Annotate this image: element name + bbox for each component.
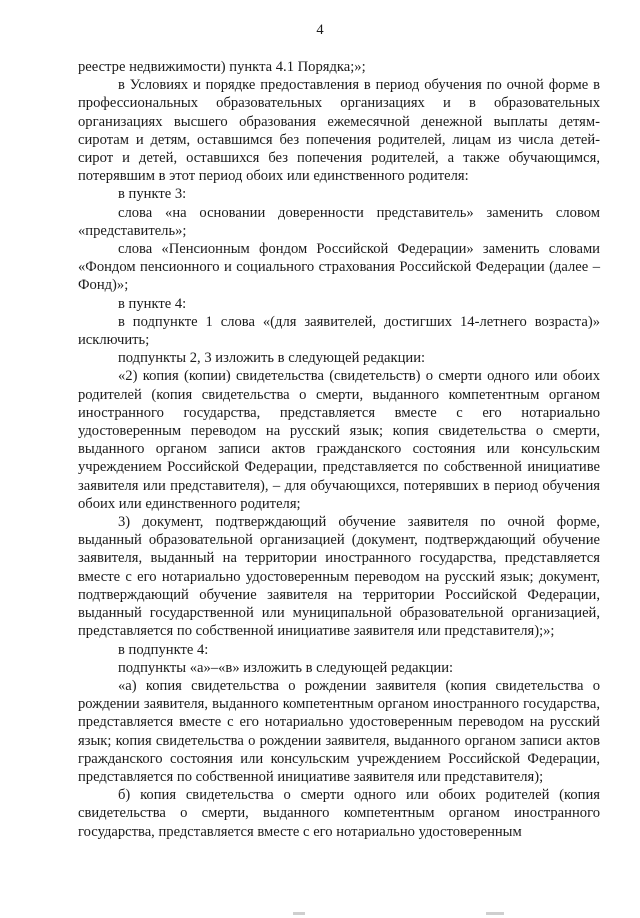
paragraph: «2) копия (копии) свидетельства (свидетельств) о смерти одного или обоих родителей (копия свидетельства о смерти, выданного компетентным органом иностранного государства, представляется вместе с его нотариально удостоверенным переводом на русский язык; копия свидетельства о смерти, выданного органом записи актов гражданского состояния или консульским учреждением Российской Федерации, представляется по собственной инициативе заявителя или представителя), – для обучающихся, потерявших в период обучения обоих или единственного родителя; bbox=[78, 368, 600, 512]
paragraph: реестре недвижимости) пункта 4.1 Порядка;»; bbox=[78, 59, 366, 75]
paragraph: подпункты «а»–«в» изложить в следующей редакции: bbox=[118, 659, 454, 676]
scan-speck bbox=[293, 912, 305, 915]
paragraph: «а) копия свидетельства о рождении заявителя (копия свидетельства о рождении заявителя, выданного компетентным органом иностранного государства, представляется вместе с его нотариально удостоверенным переводом на русский язык; копия свидетельства о рождении заявителя, выданного органом записи актов гражданского состояния или консульским учреждением Российской Федерации, представляется по собственной инициативе заявителя или представителя); bbox=[78, 677, 600, 785]
paragraph: подпункты 2, 3 изложить в следующей редакции: bbox=[118, 350, 426, 367]
paragraph: в пункте 4: bbox=[118, 295, 187, 312]
paragraph: в Условиях и порядке предоставления в период обучения по очной форме в профессиональных образовательных организациях и в образовательных организациях высшего образования ежемесячной денежной выплаты детям-сиротам и детям, оставшимся без попечения родителей, лицам из числа детей-сирот и детей, оставшихся без попечения родителей, а также обучающимся, потерявшим в этот период обоих или единственного родителя: bbox=[78, 77, 600, 185]
paragraph: в пункте 3: bbox=[118, 186, 187, 203]
paragraph: слова «на основании доверенности представитель» заменить словом «представитель»; bbox=[78, 204, 600, 239]
paragraph: в подпункте 1 слова «(для заявителей, достигших 14-летнего возраста)» исключить; bbox=[78, 313, 600, 349]
paragraph: в подпункте 4: bbox=[118, 641, 209, 658]
scan-speck bbox=[486, 912, 504, 915]
paragraph: б) копия свидетельства о смерти одного или обоих родителей (копия свидетельства о смерти, выданного компетентным органом иностранного государства, представляется вместе с его нотариально удостоверенным bbox=[78, 787, 600, 840]
paragraph: слова «Пенсионным фондом Российской Федерации» заменить словами «Фондом пенсионного и социального страхования Российской Федерации (далее – Фонд)»; bbox=[78, 241, 600, 294]
paragraph: 3) документ, подтверждающий обучение заявителя по очной форме, выданный образовательной организацией (документ, подтверждающий обучение заявителя, выданный на территории иностранного государства, представляется вместе с его нотариально удостоверенным переводом на русский язык; документ, подтверждающий обучение заявителя на территории Российской Федерации, выданный государственной или муниципальной образовательной организацией, представляется по собственной инициативе заявителя или представителя);»; bbox=[78, 514, 600, 640]
page-number: 4 bbox=[316, 22, 324, 38]
document-body bbox=[78, 58, 600, 841]
